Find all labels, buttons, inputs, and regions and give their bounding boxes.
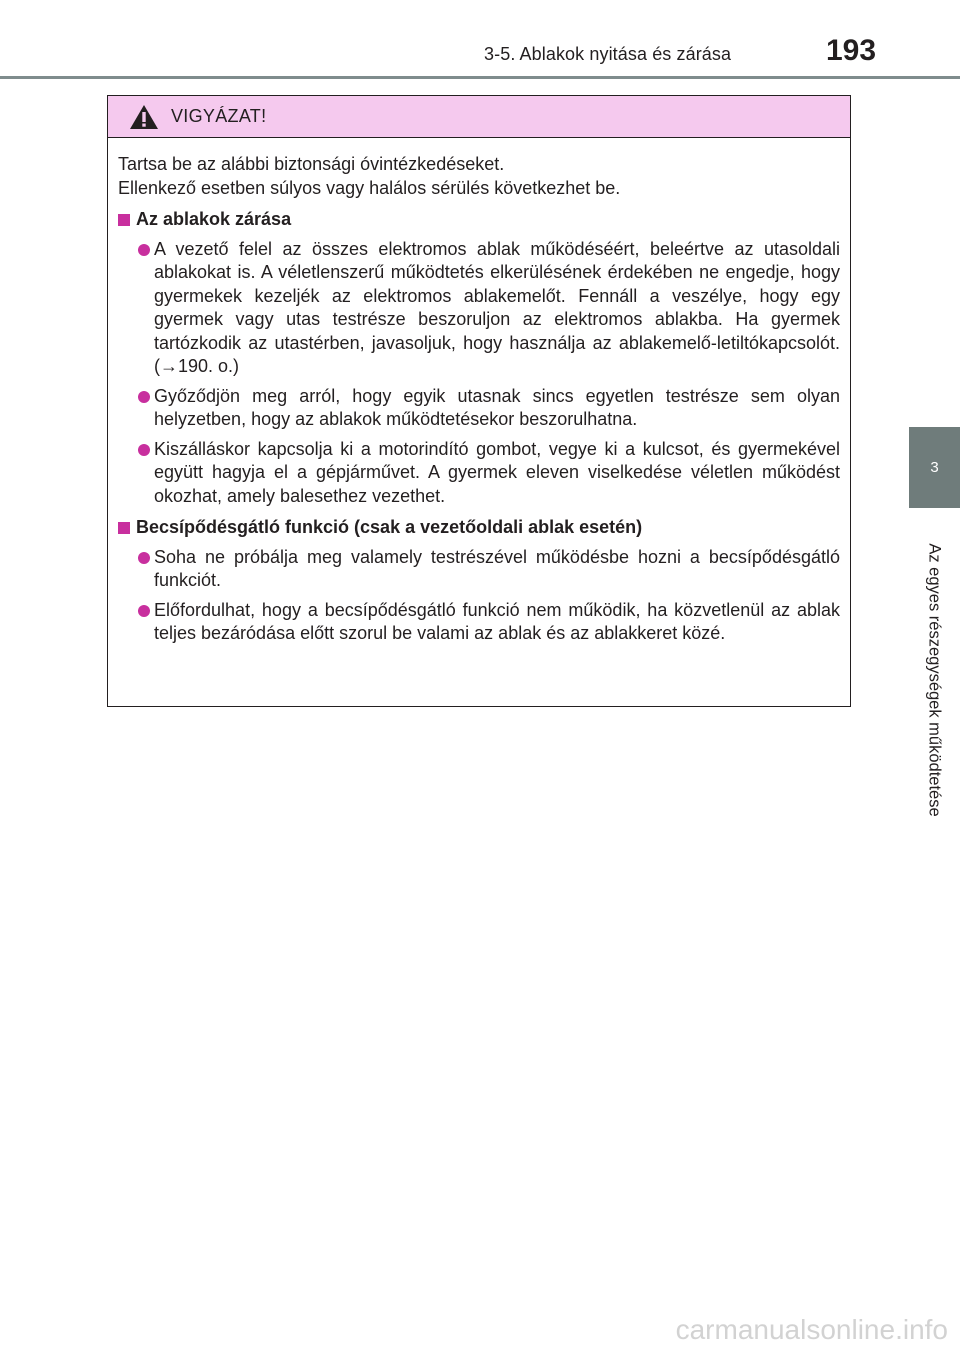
section-heading — [118, 208, 840, 232]
square-bullet-icon — [118, 214, 130, 226]
intro-line: Tartsa be az alábbi biztonsági óvintézkedéseket. — [118, 154, 505, 174]
chapter-number: 3 — [930, 459, 939, 476]
list-item-text: Győződjön meg arról, hogy egyik utasnak sincs egyetlen testrésze sem olyan helyzetben, hogy az ablakok működtetésekor beszorulhatna. — [154, 385, 840, 429]
list-item — [118, 546, 840, 593]
square-bullet-icon — [118, 522, 130, 534]
warning-triangle-icon — [129, 104, 159, 130]
page-number: 193 — [826, 34, 877, 67]
chapter-tab — [909, 427, 960, 508]
section-heading — [118, 516, 840, 540]
dot-bullet-icon — [138, 605, 150, 617]
warning-header — [108, 96, 850, 138]
dot-bullet-icon — [138, 391, 150, 403]
section-heading-text: Az ablakok zárása — [136, 209, 292, 229]
dot-bullet-icon — [138, 552, 150, 564]
list-item — [118, 599, 840, 646]
list-item — [118, 438, 840, 509]
header-rule — [0, 76, 960, 79]
chapter-title: Az egyes részegységek működtetése — [925, 543, 944, 817]
intro-line: Ellenkező esetben súlyos vagy halálos sérülés következhet be. — [118, 177, 621, 198]
list-item — [118, 385, 840, 432]
watermark: carmanualsonline.info — [675, 1314, 948, 1345]
warning-intro — [118, 153, 840, 200]
warning-box — [107, 95, 851, 707]
warning-label: VIGYÁZAT! — [171, 106, 267, 126]
list-item-text: A vezető felel az összes elektromos ablak működéséért, beleértve az utasoldali ablakokat is. A véletlenszerű működtetés elkerülésének érdekében ne engedje, hogy gyermekek kezeljék az elektromos ablakemelőt. Fennáll a veszélye, hogy egy gyermek vagy utas testrésze beszoruljon az elektromos ablakba. Ha gyermek tartózkodik az utastérben, javasoljuk, hogy használja az ablakemelő-letiltókapcsolót. (→190. o.) — [154, 238, 840, 376]
list-item-text: Kiszálláskor kapcsolja ki a motorindító gombot, vegye ki a kulcsot, és gyermekével együtt hagyja el a gépjárművet. A gyermek eleven viselkedése véletlen működést okozhat, amely balesethez vezethet. — [154, 438, 840, 506]
section-title: 3-5. Ablakok nyitása és zárása — [484, 44, 732, 64]
list-item — [118, 238, 840, 379]
dot-bullet-icon — [138, 244, 150, 256]
warning-body — [108, 138, 850, 646]
dot-bullet-icon — [138, 444, 150, 456]
list-item-text: Soha ne próbálja meg valamely testrészével működésbe hozni a becsípődésgátló funkciót. — [154, 546, 840, 590]
section-heading-text: Becsípődésgátló funkció (csak a vezetőoldali ablak esetén) — [136, 517, 643, 537]
list-item-text: Előfordulhat, hogy a becsípődésgátló funkció nem működik, ha közvetlenül az ablak teljes bezáródása előtt szorul be valami az ablak és az ablakkeret közé. — [154, 599, 840, 643]
